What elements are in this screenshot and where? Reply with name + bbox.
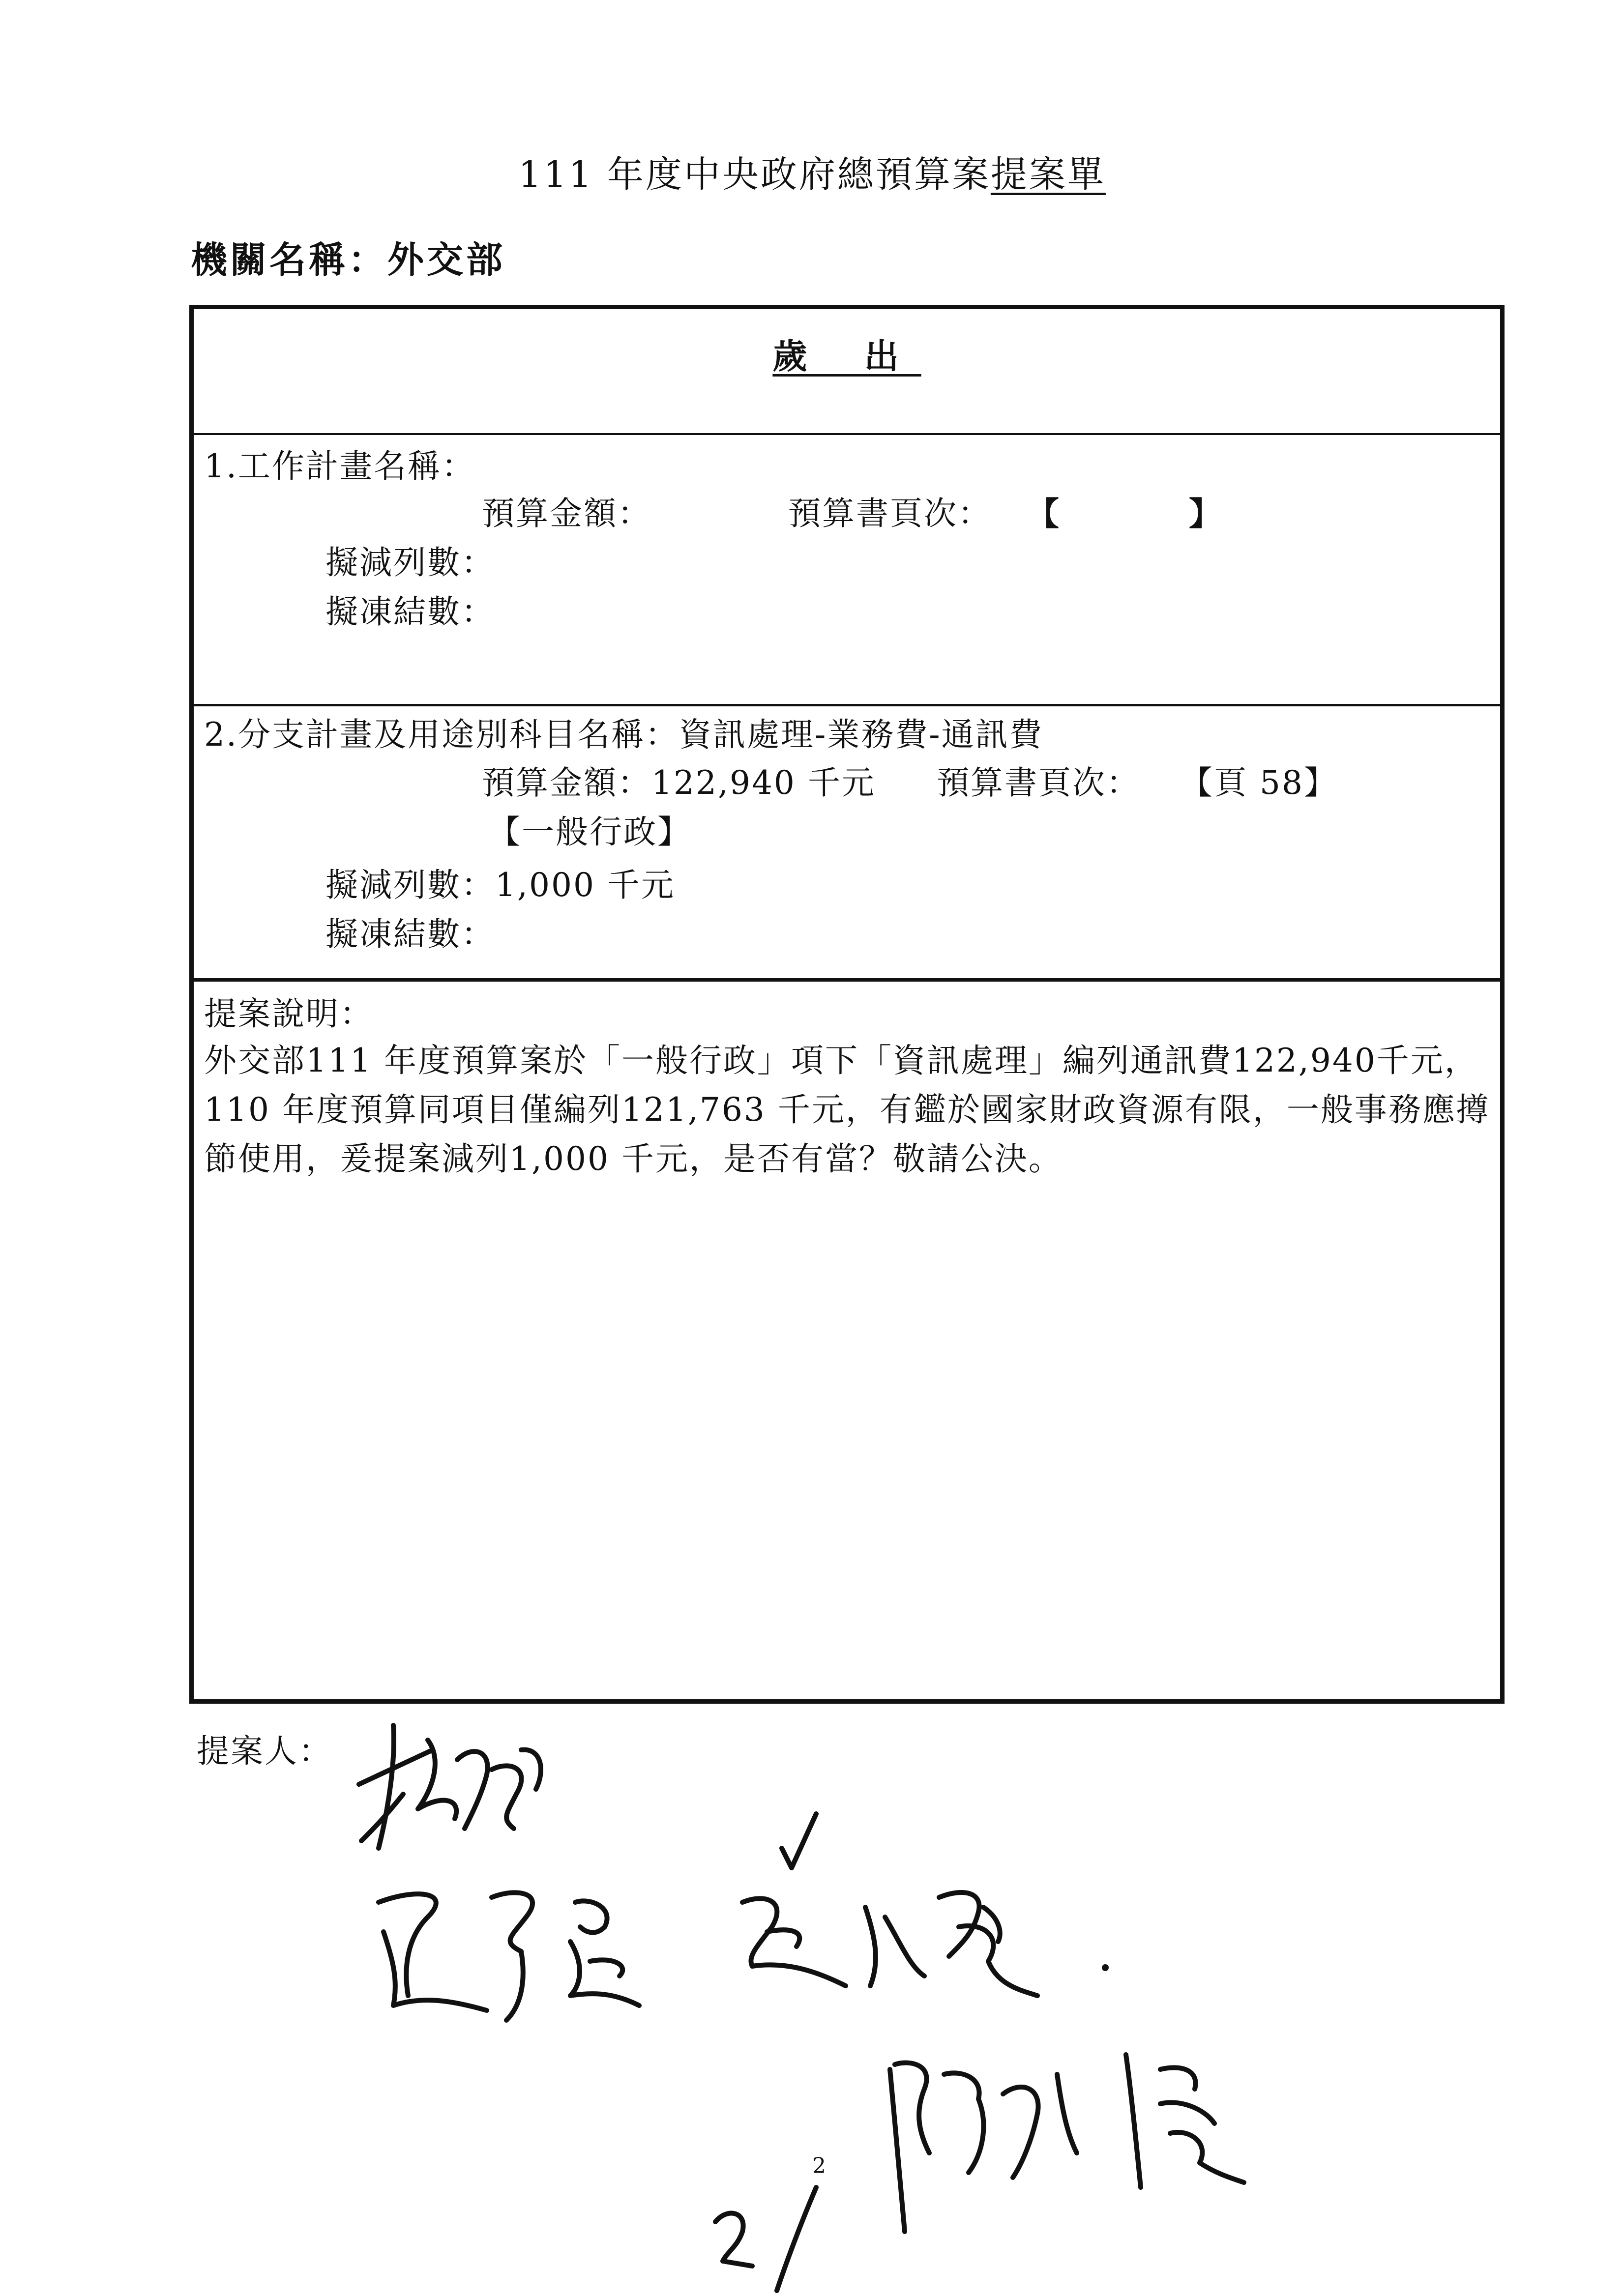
item1-page-label: 預算書頁次： — [788, 494, 992, 532]
agency-label: 機關名稱： — [191, 239, 387, 281]
item2-page-label: 預算書頁次： — [937, 764, 1140, 802]
item1-budget-amount: 預算金額： — [482, 494, 651, 532]
agency-name: 外交部 — [387, 239, 505, 281]
item1-page-open: 【 — [1027, 494, 1061, 533]
explanation-text: 外交部111 年度預算案於「一般行政」項下「資訊處理」編列通訊費122,940千元，110 年度預算同項目僅編列121,763 千元，有鑑於國家財政資源有限，一般事務應撙節使用，爰提案減列1,000 千元，是否有當？敬請公決。 — [204, 1042, 1490, 1178]
explanation-label: 提案說明： — [204, 995, 374, 1033]
item1-page-close: 】 — [1189, 494, 1223, 533]
item2-program: 【一般行政】 — [488, 813, 691, 851]
signature-1 — [359, 1725, 541, 1848]
item2-page-value: 【頁 58】 — [1180, 764, 1338, 802]
item1-label: 1.工作計畫名稱： — [204, 447, 475, 485]
item1-freeze: 擬凍結數： — [325, 593, 495, 631]
item2-budget-amount: 預算金額：122,940 千元 — [482, 764, 876, 802]
proposer-label: 提案人： — [197, 1732, 332, 1770]
page-number: 2 — [812, 2153, 826, 2179]
signature-3 — [742, 1814, 1037, 1996]
signature-2 — [379, 1892, 639, 2020]
item2-label: 2.分支計畫及用途別科目名稱：資訊處理-業務費-通訊費 — [204, 716, 1043, 754]
handwritten-mark — [715, 2187, 816, 2291]
item2-freeze: 擬凍結數： — [325, 915, 495, 953]
section-header: 歲 出 — [772, 336, 921, 377]
item2-cut: 擬減列數：1,000 千元 — [325, 866, 675, 904]
signature-4 — [890, 2055, 1244, 2232]
item1-cut: 擬減列數： — [325, 544, 495, 581]
document-title: 111 年度中央政府總預算案提案單 — [518, 153, 1106, 196]
